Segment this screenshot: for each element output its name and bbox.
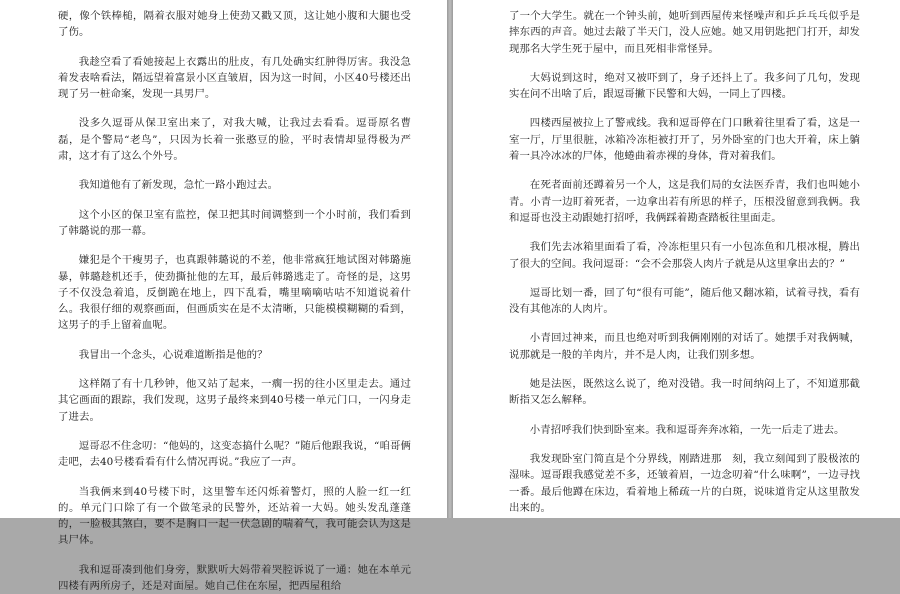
left-page: [0, 0, 447, 593]
paragraph: 当我俩来到40号楼下时，这里警车还闪烁着警灯，照的人脸一红一红的。单元门口除了有一个做笔录的民警外，还站着一大妈。她头发乱蓬蓬的，一脸极其煞白，要不是胸口一起一伏急剧的喘着气，我可能会认为这是 具尸体。: [58, 485, 422, 547]
paragraph: 没多久逗哥从保卫室出来了，对我大喊，让我过去看看。逗哥原名曹磊，是个警局“老鸟”，只因为长着一张憨豆的脸，平时表情却显得极为严肃，这才有了这么个外号。: [58, 117, 411, 163]
paragraph: 逗哥忍不住念叨：“他妈的，这变态搞什么呢？”随后他跟我说，“咱哥俩走吧，去40号楼看看有什么情况再说。”我应了一声。: [58, 439, 411, 469]
paragraph: 我们先去冰箱里面看了看，冷冻柜里只有一小包冻鱼和几根冰棍，腾出了很大的空间。我问逗哥：“会不会那袋人肉片子就是从这里拿出去的？”: [509, 241, 860, 270]
paragraph: 逗哥比划一番，回了句“很有可能”，随后他又翻冰箱，试着寻找，看有没有其他冻的人肉片。: [509, 286, 860, 316]
paragraph: 在死者面前还蹲着另一个人，这是我们局的女法医乔青，我们也叫她小青。小青一边盯着死者，一边拿出若有所思的样子，压根没留意到我俩。我和逗哥也没主动跟她打招呼，我俩踩着勘查踏板往里面走。: [509, 179, 860, 224]
paragraph: 四楼西屋被拉上了警戒线。我和逗哥停在门口瞅着往里看了看，这是一室一厅，厅里很脏，冰箱冷冻柜被打开了，另外卧室的门也大开着，床上躺着一具冷冰冰的尸体，他蜷曲着赤裸的身体，背对着我们。: [509, 117, 860, 163]
right-page: [453, 0, 900, 518]
paragraph: 她是法医，既然这么说了，绝对没错。我一时间纳闷上了，不知道那截断指又怎么解释。: [509, 378, 860, 407]
paragraph: 大妈说到这时，绝对又被吓到了，身子还抖上了。我多问了几句，发现实在问不出啥了后，跟逗哥撇下民警和大妈，一同上了四楼。: [509, 71, 860, 101]
paragraph: 小青回过神来，而且也绝对听到我俩刚刚的对话了。她摆手对我俩喊，说那就是一般的羊肉片，并不是人肉，让我们别多想。: [509, 332, 860, 361]
paragraph: 我和逗哥凑到他们身旁，默默听大妈带着哭腔诉说了一通：她在本单元四楼有两所房子，还是对面屋。她自己住在东屋，把西屋租给: [58, 563, 411, 593]
paragraph: 我知道他有了新发现，急忙一路小跑过去。: [78, 179, 279, 192]
paragraph: 硬，像个铁棒槌，隔着衣服对她身上使劲又戳又顶，这让她小腹和大腿也受了伤。: [58, 10, 411, 39]
paragraph: 我趁空看了看她接起上衣露出的肚皮，有几处确实红肿得厉害。我没急着发表啥看法，隔远望着富景小区直皱眉，因为这一时间，小区40号楼还出现了另一桩命案，发现一具男尸。: [58, 55, 411, 101]
paragraph: 我发现卧室门简直是个分界线，刚踏进那 刻，我立刻闻到了股极浓的湿味。逗哥跟我感觉差不多，还皱着眉，一边念叨着“什么味啊”，一边寻找一番。最后他蹲在床边，看着地上稀疏一片的白斑，说味道肯定从这里散发出来的。: [509, 452, 860, 514]
paragraph: 我冒出一个念头，心说难道断指是他的？: [78, 348, 268, 361]
paragraph: 小青招呼我们快到卧室来。我和逗哥奔奔冰箱，一先一后走了进去。: [529, 423, 845, 436]
paragraph: 这个小区的保卫室有监控，保卫把其时间调整到一个小时前，我们看到了韩璐说的那一幕。: [58, 208, 411, 237]
paragraph: 这样隔了有十几秒钟，他又站了起来，一瘸一拐的往小区里走去。通过其它画面的跟踪，我们发现，这男子最终来到40号楼一单元门口，一闪身走了进去。: [58, 378, 411, 423]
paragraph: 嫌犯是个干瘦男子，也真跟韩璐说的不差，他非常疯狂地试图对韩璐施暴，韩璐趁机还手，使劲撕扯他的左耳，最后韩璐逃走了。奇怪的是，这男子不仅没急着追，反倒跪在地上，四下乱看，嘴里嘀嘀咕咕不知道说着什么。我很仔细的观察画面，但画质实在是不太清晰，只能模模糊糊的看到，这男子的手上留着血呢。: [58, 254, 411, 332]
paragraph: 了一个大学生。就在一个钟头前，她听到西屋传来怪噪声和乒乒乓乓似乎是摔东西的声音。她过去敲了半天门，没人应她。她又用钥匙把门打开，却发现那名大学生死于屋中，而且死相非常怪异。: [509, 10, 860, 55]
